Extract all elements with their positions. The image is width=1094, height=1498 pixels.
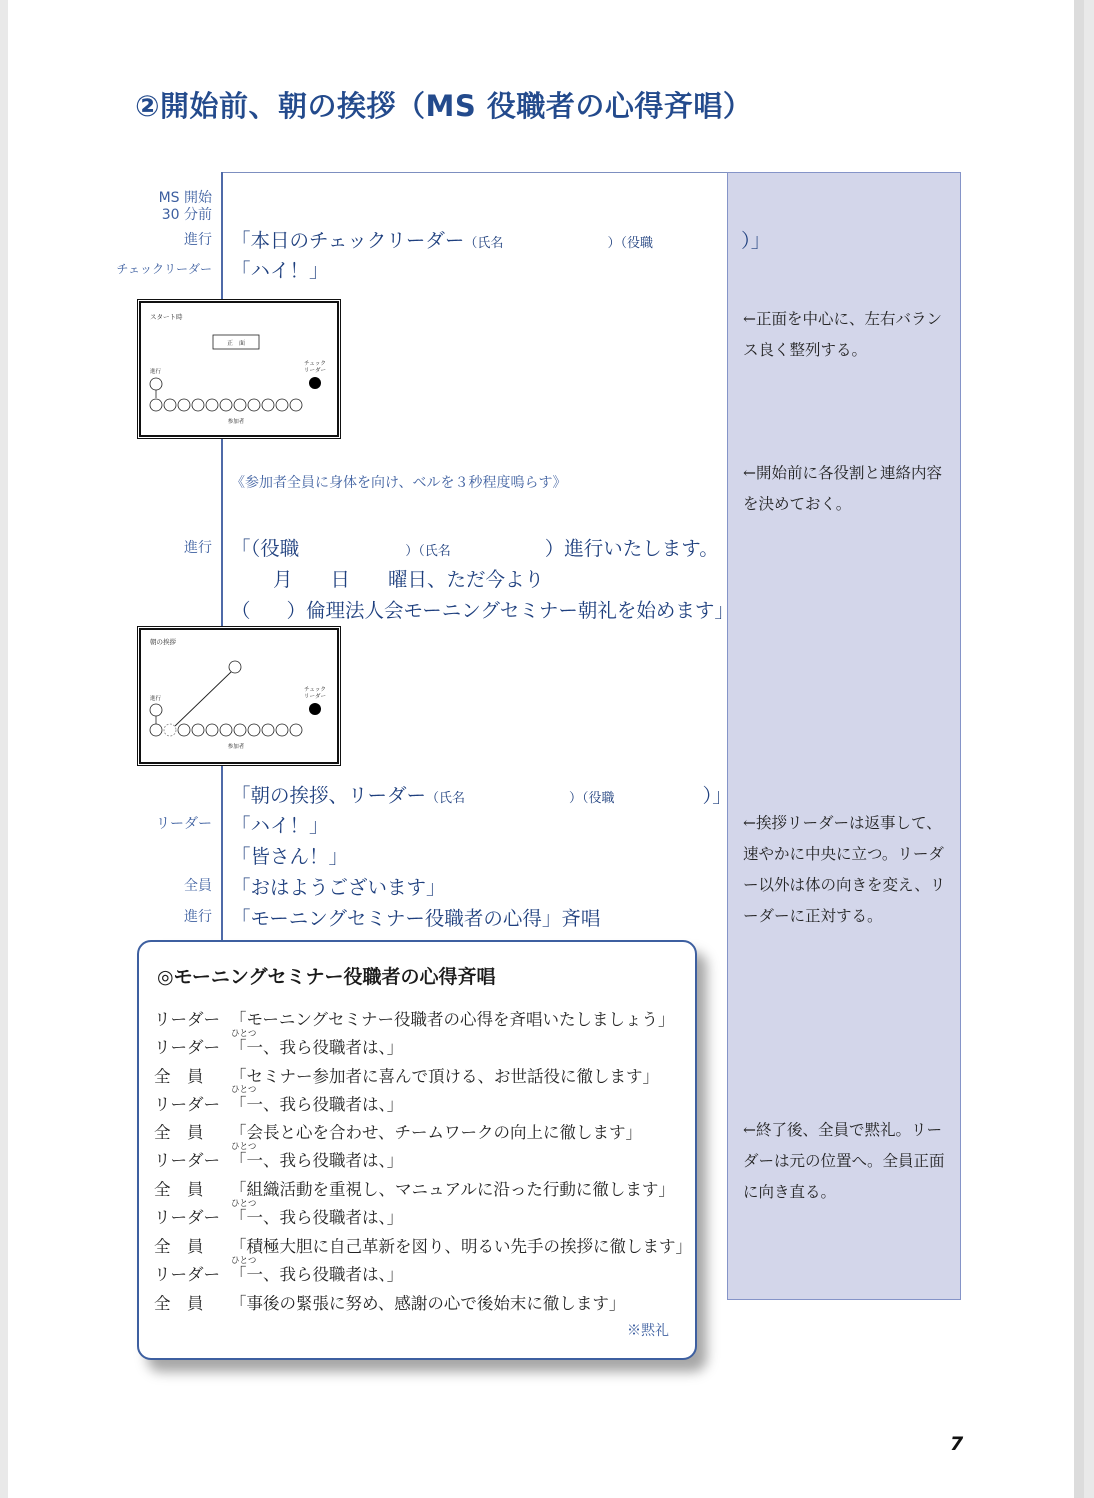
line-text: ）」 [702,784,732,807]
front-label: 正 面 [226,340,246,347]
line-field: ）（氏名 [405,544,451,559]
ruby-text: ひとつ [231,1199,257,1209]
diagram-caption: 朝の挨拶 [150,638,176,646]
line-field: （氏名 [426,791,466,806]
line-text: ）倫理法人会モーニングセミナー朝礼を始めます」 [286,599,734,622]
ceremony-text: 「セミナー参加者に喜んで頂ける、お世話役に徹します」 [230,1067,659,1086]
leader-path [175,672,231,726]
role-label: 進行 [184,232,212,248]
ceremony-role: 全 員 [154,1123,204,1142]
progress-label: 進行 [150,369,162,375]
role-label: チェックリーダー [116,262,212,276]
role-label: 進行 [184,909,212,925]
ceremony-row [154,1091,403,1115]
check-leader-marker [309,377,321,389]
ruby-text: ひとつ [231,1256,257,1266]
line-field: ）（役職 [607,236,653,251]
script-line: 「モーニングセミナー役職者の心得」斉唱 [231,907,601,930]
page-gutter [1074,0,1084,1498]
ceremony-row [154,1290,625,1314]
check-label: チェック [304,687,326,693]
ceremony-role: リーダー [154,1208,220,1227]
check-label: チェック [304,361,326,367]
line-text: 「朝の挨拶、リーダー [231,784,427,807]
progress-label: 進行 [150,696,162,702]
ruby-text: ひとつ [231,1085,257,1095]
month-label: 月 [273,568,293,591]
formation-diagram-greeting [139,628,339,764]
role-label: 進行 [184,540,212,556]
participants-label: 参加者 [227,419,245,425]
ceremony-text: 「積極大胆に自己革新を図り、明るい先手の挨拶に徹します」 [230,1237,692,1256]
line-text: 「（役職 [231,537,300,560]
ceremony-role: リーダー [154,1265,220,1284]
line-text: ）」 [740,229,771,252]
ceremony-box [137,940,697,1360]
ceremony-text: 「一、我ら役職者は、」 [230,1265,404,1284]
line-text: （ [231,599,251,622]
ceremony-text: 「モーニングセミナー役職者の心得を斉唱いたしましょう」 [230,1010,675,1029]
ceremony-row [154,1261,403,1285]
page-number: 7 [950,1433,964,1455]
time-label: MS 開始 [158,190,212,206]
ceremony-role: リーダー [154,1095,220,1114]
ruby-text: ひとつ [231,1029,257,1039]
ceremony-row [154,1147,403,1171]
ceremony-title: ◎モーニングセミナー役職者の心得斉唱 [157,966,496,988]
script-line [231,595,734,623]
ceremony-row [154,1119,642,1143]
ceremony-role: リーダー [154,1151,220,1170]
ceremony-role: リーダー [154,1038,220,1057]
script-line [273,564,544,592]
line-text: 曜日、ただ今より [388,568,545,591]
participant-row [150,399,302,411]
line-field: （氏名 [464,236,504,251]
formation-diagram-start [139,301,339,437]
line-text: ）進行いたします。 [544,537,719,560]
line-text: 「本日のチェックリーダー [231,229,465,252]
script-line: 「ハイ！」 [231,814,329,837]
check-label-2: リーダー [303,694,327,700]
ceremony-text: 「一、我ら役職者は、」 [230,1151,404,1170]
participant-row [150,724,302,736]
script-line [231,225,770,253]
note-preparation: ←開始前に各役割と連絡内容を決めておく。 [743,464,942,513]
ceremony-role: 全 員 [154,1237,204,1256]
script-line [231,780,732,808]
ceremony-footnote: ※黙礼 [627,1323,669,1339]
note-greeting-leader: ←挨拶リーダーは返事して、速やかに中央に立つ。リーダー以外は体の向きを変え、リーダーに正対する。 [743,814,946,925]
check-leader-marker [309,703,321,715]
time-label-2: 30 分前 [161,207,212,223]
check-label-2: リーダー [303,368,327,374]
progress-marker [150,704,162,716]
instruction-text: 《参加者全員に身体を向け、ベルを３秒程度鳴らす》 [231,475,567,491]
note-closing: ←終了後、全員で黙礼。リーダーは元の位置へ。全員正面に向き直る。 [743,1121,945,1201]
script-line [231,533,719,561]
ceremony-text: 「事後の緊張に努め、感謝の心で後始末に徹します」 [230,1294,626,1313]
leader-center-marker [229,661,241,673]
line-field: ）（役職 [569,791,615,806]
ceremony-row [154,1034,403,1058]
ceremony-text: 「会長と心を合わせ、チームワークの向上に徹します」 [230,1123,643,1142]
script-line: 「おはようございます」 [231,876,446,899]
role-label: リーダー [156,816,212,832]
ceremony-row [154,1204,403,1228]
ceremony-role: 全 員 [154,1067,204,1086]
ceremony-role: 全 員 [154,1294,204,1313]
page-title: ②開始前、朝の挨拶（MS 役職者の心得斉唱） [135,89,753,123]
ceremony-role: 全 員 [154,1180,204,1199]
ceremony-text: 「一、我ら役職者は、」 [230,1095,404,1114]
progress-marker [150,378,162,390]
ceremony-text: 「組織活動を重視し、マニュアルに沿った行動に徹します」 [230,1180,675,1199]
column-divider [221,172,223,942]
script-line: 「皆さん！」 [231,845,349,868]
role-label: 全員 [184,878,212,894]
participants-label: 参加者 [227,744,245,750]
ceremony-text: 「一、我ら役職者は、」 [230,1038,404,1057]
ceremony-role: リーダー [154,1010,220,1029]
ruby-text: ひとつ [231,1142,257,1152]
note-alignment: ←正面を中心に、左右バランス良く整列する。 [743,310,942,359]
day-label: 日 [330,568,351,591]
ceremony-row [154,1063,659,1087]
ceremony-text: 「一、我ら役職者は、」 [230,1208,404,1227]
diagram-caption: スタート時 [150,313,183,321]
script-line: 「ハイ！」 [231,259,329,282]
